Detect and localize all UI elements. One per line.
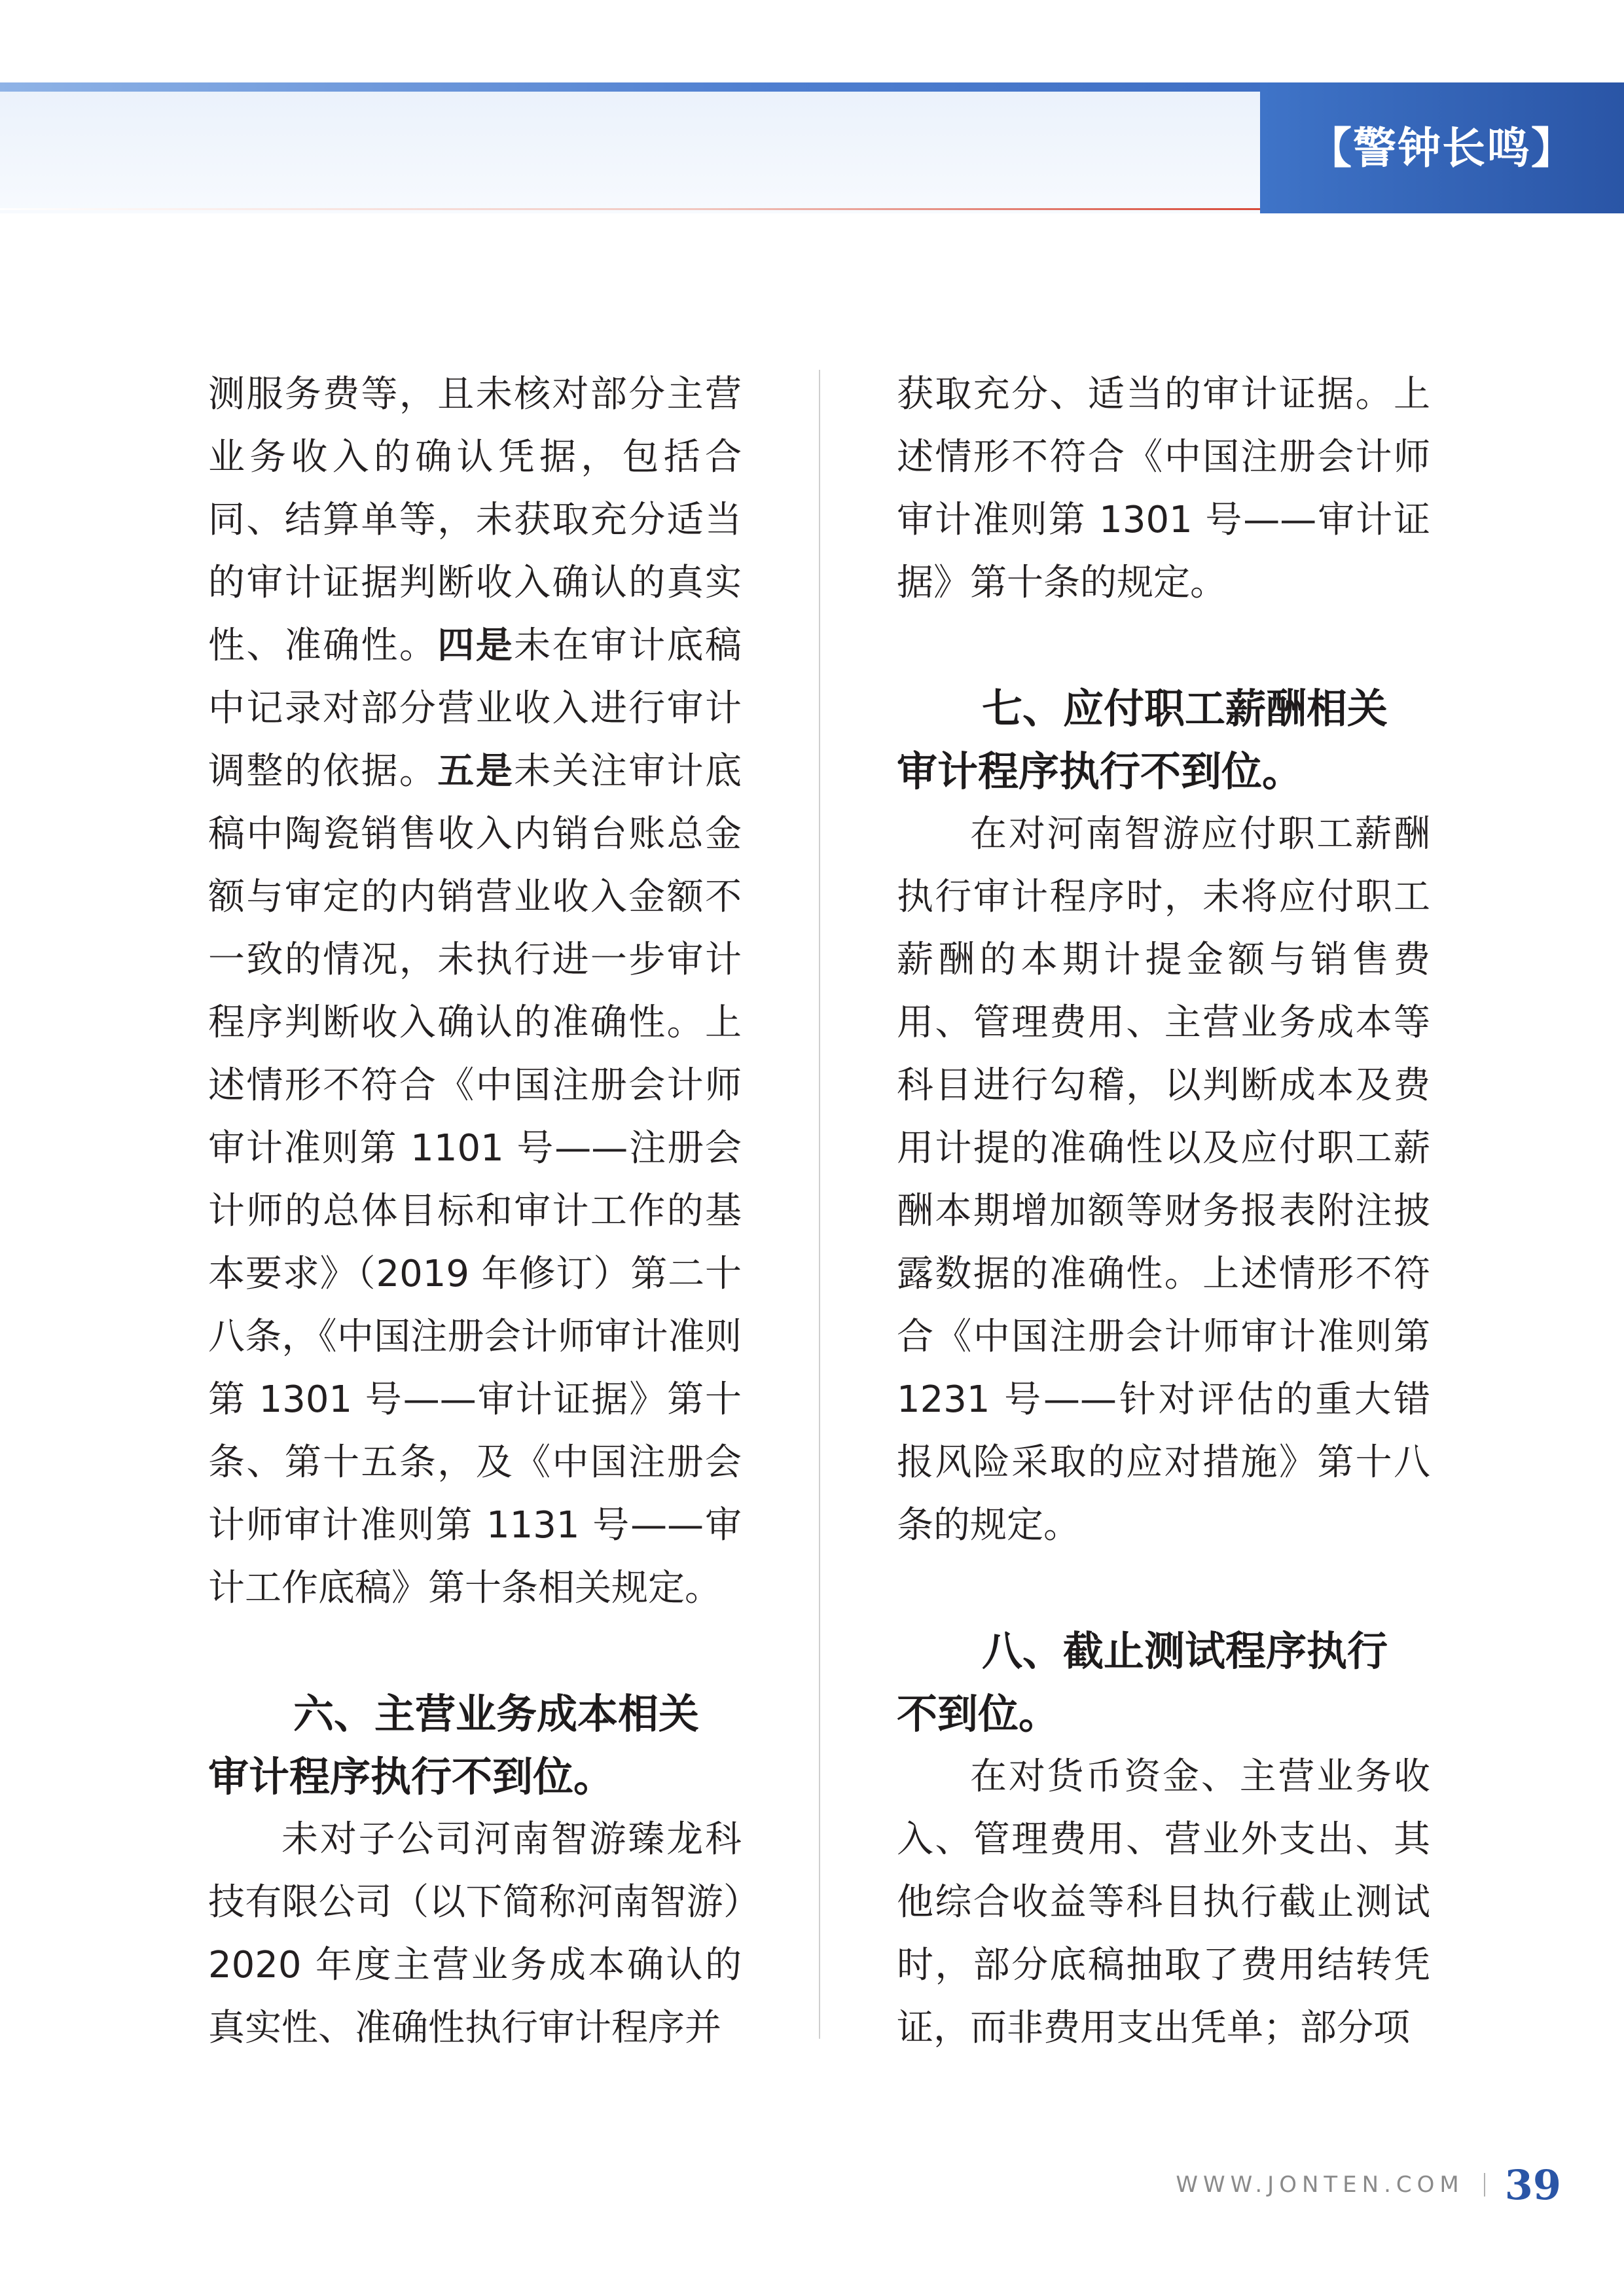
header-bottom-rule [0, 208, 1260, 210]
paragraph-left-1: 测服务费等，且未核对部分主营业务收入的确认凭据，包括合同、结算单等，未获取充分适当的审计证据判断收入确认的真实性、准确性。四是未在审计底稿中记录对部分营业收入进行审计调整的依据。五是未关注审计底稿中陶瓷销售收入内销台账总金额与审定的内销营业收入金额不一致的情况，未执行进一步审计程序判断收入确认的准确性。上述情形不符合《中国注册会计师审计准则第 1101 号——注册会计师的总体目标和审计工作的基本要求》（2019 年修订）第二十八条，《中国注册会计师审计准则第 1301 号——审计证据》第十条、第十五条，及《中国注册会计师审计准则第 1131 号——审计工作底稿》第十条相关规定。 [208, 373, 742, 1609]
header-top-rule [0, 82, 1260, 92]
column-divider [819, 370, 820, 2039]
paragraph-right-2: 在对河南智游应付职工薪酬执行审计程序时，未将应付职工薪酬的本期计提金额与销售费用、管理费用、主营业务成本等科目进行勾稽，以判断成本及费用计提的准确性以及应付职工薪酬本期增加额等财务报表附注披露数据的准确性。上述情形不符合《中国注册会计师审计准则第 1231 号——针对评估的重大错报风险采取的应对措施》第十八条的规定。 [897, 813, 1430, 1547]
page-footer [1176, 2159, 1561, 2211]
section-tag: 【警钟长鸣】 [1260, 82, 1624, 213]
heading-section-7: 七、应付职工薪酬相关 审计程序执行不到位。 [897, 685, 1388, 795]
page-number: 39 [1504, 2161, 1561, 2209]
paragraph-right-1: 获取充分、适当的审计证据。上述情形不符合《中国注册会计师审计准则第 1301 号——审计证据》第十条的规定。 [897, 373, 1430, 604]
header-band [0, 82, 1260, 213]
footer-separator [1484, 2173, 1485, 2197]
heading-section-8: 八、截止测试程序执行 不到位。 [897, 1627, 1388, 1738]
paragraph-right-3: 在对货币资金、主营业务收入、管理费用、营业外支出、其他综合收益等科目执行截止测试时，部分底稿抽取了费用结转凭证，而非费用支出凭单；部分项 [897, 1755, 1430, 2049]
right-column [897, 363, 1430, 2060]
left-column [208, 363, 742, 2060]
bold-marker-five: 五是 [437, 750, 514, 793]
bold-marker-four: 四是 [437, 624, 514, 667]
paragraph-left-2: 未对子公司河南智游臻龙科技有限公司（以下简称河南智游）2020 年度主营业务成本确认的真实性、准确性执行审计程序并 [208, 1818, 742, 2049]
footer-website: WWW.JONTEN.COM [1176, 2172, 1464, 2198]
heading-section-6: 六、主营业务成本相关 审计程序执行不到位。 [208, 1690, 700, 1801]
